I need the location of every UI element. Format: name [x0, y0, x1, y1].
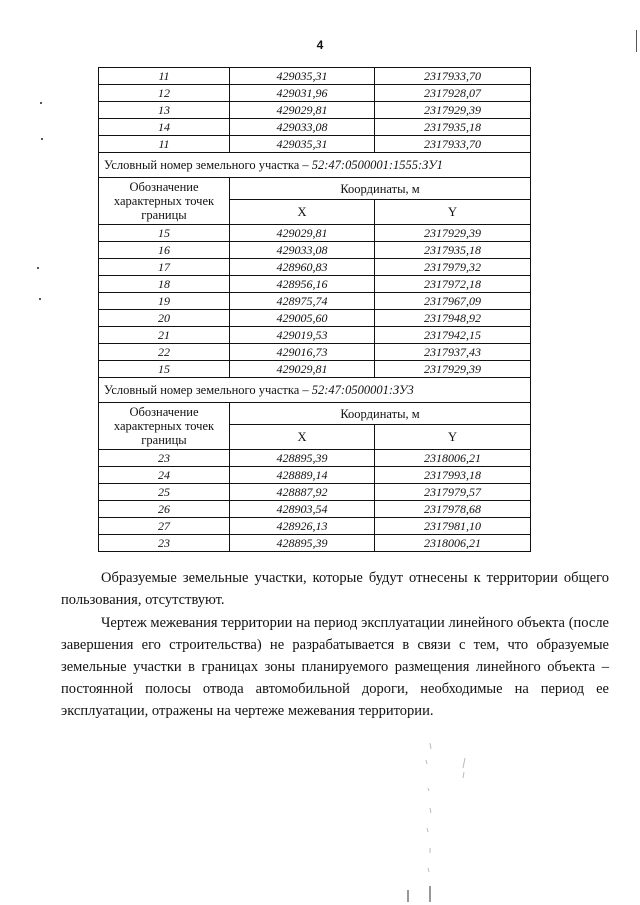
x-cell: 429033,08 — [230, 242, 375, 259]
table-row — [99, 484, 531, 501]
x-cell: 428889,14 — [230, 467, 375, 484]
y-cell: 2317942,15 — [375, 327, 531, 344]
y-cell: 2317929,39 — [375, 102, 531, 119]
point-cell: 26 — [99, 501, 230, 518]
y-cell: 2317948,92 — [375, 310, 531, 327]
x-cell: 429033,08 — [230, 119, 375, 136]
point-cell: 12 — [99, 85, 230, 102]
table-row — [99, 518, 531, 535]
point-cell: 25 — [99, 484, 230, 501]
paragraph: Образуемые земельные участки, которые будут отнесены к территории общего пользования, отсутствуют. — [61, 570, 609, 608]
table-row — [99, 85, 531, 102]
y-cell: 2317972,18 — [375, 276, 531, 293]
x-column-header: X — [230, 425, 375, 450]
table-row — [99, 450, 531, 467]
point-cell: 23 — [99, 450, 230, 467]
scan-speck — [37, 267, 39, 269]
table-row — [99, 225, 531, 242]
x-cell: 429029,81 — [230, 361, 375, 378]
table-row — [99, 501, 531, 518]
paragraph: Чертеж межевания территории на период эксплуатации линейного объекта (после завершения его строительства) не разрабатывается в связи с тем, что образуемые земельные участки в границах зоны планируемого размещения линейного объекта – постоянной полосы отвода автомобильной дороги, необходимые на период ее эксплуатации, отражены на чертеже межевания территории. — [61, 615, 609, 719]
point-cell: 23 — [99, 535, 230, 552]
point-cell: 22 — [99, 344, 230, 361]
y-cell: 2317967,09 — [375, 293, 531, 310]
x-cell: 428895,39 — [230, 535, 375, 552]
x-cell: 428887,92 — [230, 484, 375, 501]
point-cell: 17 — [99, 259, 230, 276]
y-column-header: Y — [375, 425, 531, 450]
section-title-text: Условный номер земельного участка – — [104, 383, 312, 397]
y-cell: 2317993,18 — [375, 467, 531, 484]
x-cell: 429035,31 — [230, 136, 375, 153]
y-cell: 2317929,39 — [375, 225, 531, 242]
y-cell: 2317981,10 — [375, 518, 531, 535]
point-cell: 27 — [99, 518, 230, 535]
faint-signature-marks — [400, 738, 490, 903]
table-row — [99, 119, 531, 136]
table-row — [99, 259, 531, 276]
table-row — [99, 102, 531, 119]
y-cell: 2318006,21 — [375, 450, 531, 467]
coordinates-header: Координаты, м — [230, 403, 531, 425]
y-cell: 2317935,18 — [375, 242, 531, 259]
coordinates-table — [98, 67, 531, 552]
point-cell: 16 — [99, 242, 230, 259]
table-row — [99, 136, 531, 153]
x-cell: 428895,39 — [230, 450, 375, 467]
point-column-header: Обозначение характерных точек границы — [99, 403, 230, 450]
parcel-code: 52:47:0500001:1555:ЗУ1 — [311, 158, 443, 172]
scan-speck — [40, 102, 42, 104]
point-cell: 21 — [99, 327, 230, 344]
y-cell: 2317979,32 — [375, 259, 531, 276]
y-cell: 2317978,68 — [375, 501, 531, 518]
point-column-header: Обозначение характерных точек границы — [99, 178, 230, 225]
point-cell: 11 — [99, 136, 230, 153]
x-cell: 428975,74 — [230, 293, 375, 310]
table-row — [99, 276, 531, 293]
point-cell: 13 — [99, 102, 230, 119]
x-cell: 428956,16 — [230, 276, 375, 293]
point-cell: 15 — [99, 225, 230, 242]
table-row — [99, 361, 531, 378]
header-row — [99, 178, 531, 200]
body-text — [61, 567, 609, 723]
x-cell: 429029,81 — [230, 225, 375, 242]
x-cell: 429019,53 — [230, 327, 375, 344]
y-cell: 2317933,70 — [375, 68, 531, 85]
table-row — [99, 467, 531, 484]
section-title — [99, 378, 531, 403]
x-cell: 428960,83 — [230, 259, 375, 276]
section-title — [99, 153, 531, 178]
table-row — [99, 344, 531, 361]
y-column-header: Y — [375, 200, 531, 225]
section-title-row — [99, 153, 531, 178]
x-column-header: X — [230, 200, 375, 225]
y-cell: 2317933,70 — [375, 136, 531, 153]
page-number: 4 — [316, 38, 324, 52]
x-cell: 428903,54 — [230, 501, 375, 518]
x-cell: 429005,60 — [230, 310, 375, 327]
point-cell: 24 — [99, 467, 230, 484]
table-row — [99, 327, 531, 344]
y-cell: 2317928,07 — [375, 85, 531, 102]
table-row — [99, 310, 531, 327]
point-cell: 14 — [99, 119, 230, 136]
point-cell: 19 — [99, 293, 230, 310]
table-row — [99, 535, 531, 552]
section-title-row — [99, 378, 531, 403]
x-cell: 429029,81 — [230, 102, 375, 119]
x-cell: 429035,31 — [230, 68, 375, 85]
point-cell: 18 — [99, 276, 230, 293]
x-cell: 428926,13 — [230, 518, 375, 535]
section-title-text: Условный номер земельного участка – — [104, 158, 312, 172]
point-cell: 20 — [99, 310, 230, 327]
x-cell: 429031,96 — [230, 85, 375, 102]
x-cell: 429016,73 — [230, 344, 375, 361]
y-cell: 2317929,39 — [375, 361, 531, 378]
scan-speck — [39, 298, 41, 300]
scan-speck — [41, 138, 43, 140]
y-cell: 2317935,18 — [375, 119, 531, 136]
y-cell: 2318006,21 — [375, 535, 531, 552]
table-row — [99, 293, 531, 310]
header-row — [99, 403, 531, 425]
point-cell: 15 — [99, 361, 230, 378]
y-cell: 2317979,57 — [375, 484, 531, 501]
table-row — [99, 68, 531, 85]
y-cell: 2317937,43 — [375, 344, 531, 361]
point-cell: 11 — [99, 68, 230, 85]
parcel-code: 52:47:0500001:ЗУ3 — [311, 383, 414, 397]
coordinates-header: Координаты, м — [230, 178, 531, 200]
table-row — [99, 242, 531, 259]
scan-edge-mark — [636, 30, 637, 52]
